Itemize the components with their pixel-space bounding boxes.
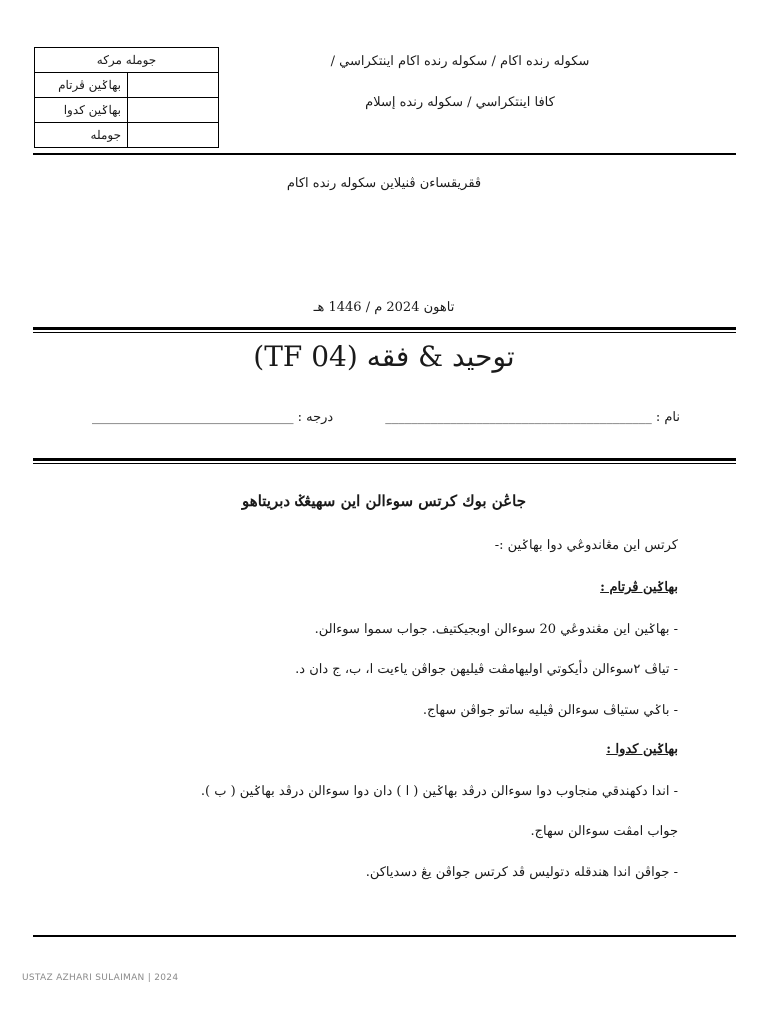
marks-row-value[interactable]: [128, 98, 219, 123]
title-divider-top-thin: [33, 332, 736, 333]
school-header-line1: سكوله رنده اكام / سكوله رنده اكام اينتكراسي /: [330, 54, 590, 69]
school-header-line2: كافا اينتكراسي / سكوله رنده إسلام: [365, 95, 555, 110]
part1-line: - تياڤ ٢سوءالن دأيکوتي اوليهامڤت ڤيليهن جواڤن ياءيت ا، ب، ج دان د.: [295, 662, 678, 677]
part2-line: - اندا دکهندقي منجاوب دوا سوءالن درڤد بهاݢين ( ا ) دان دوا سوءالن درڤد بهاݢين ( ب ).: [200, 784, 678, 799]
table-row: [35, 98, 219, 123]
part1-line: - بهاݢين این مڠندوڠي 20 سوءالن اوبجيكتيف. جواب سموا سوءالن.: [314, 622, 678, 637]
table-row: [35, 73, 219, 98]
fields-divider: [33, 458, 736, 461]
marks-row-value[interactable]: [128, 73, 219, 98]
marks-row-label: بهاݢين ڤرتام: [35, 73, 128, 98]
part2-title: بهاݢين كدوا :: [606, 742, 678, 757]
name-label: نام :: [655, 410, 680, 425]
title-divider-top: [33, 327, 736, 330]
name-field: [385, 410, 680, 425]
subject-title: توحيد & فقه (TF 04): [253, 340, 515, 373]
grade-input[interactable]: _______________________________: [92, 410, 294, 425]
bottom-divider: [33, 935, 736, 937]
part2-line: جواب امڤت سوءالن سهاج.: [530, 824, 678, 839]
instructions-intro: کرتس این مڠاندوڠي دوا بهاݢين :-: [494, 538, 678, 553]
exam-name: ڤقريقساءن ڤنيلاين سكوله رنده اكام: [286, 176, 482, 191]
fields-divider-thin: [33, 463, 736, 464]
instructions-heading: جاڠن بوك کرتس سوءالن این سهيڠݢ دبريتاهو: [242, 492, 526, 510]
exam-year: تاهون 2024 م / 1446 هـ: [313, 300, 455, 315]
part1-line: - باݢي ستياڤ سوءالن ڤيليه ساتو جواڤن سهاج.: [422, 703, 678, 718]
part2-line: - جواڤن اندا هندقله دتوليس ڤد کرتس جواڤن يڠ دسدياکن.: [365, 865, 678, 880]
marks-row-value[interactable]: [128, 123, 219, 148]
grade-label: درجه :: [297, 410, 334, 425]
name-input[interactable]: _________________________________________: [385, 410, 652, 425]
footer-credit: USTAZ AZHARI SULAIMAN | 2024: [22, 973, 179, 983]
marks-table-header: جوملە مركه: [35, 48, 219, 73]
table-row: [35, 123, 219, 148]
marks-row-label: بهاݢين كدوا: [35, 98, 128, 123]
grade-field: [92, 410, 333, 425]
header-divider: [33, 153, 736, 155]
marks-table: [34, 47, 219, 148]
marks-row-label: جوملە: [35, 123, 128, 148]
part1-title: بهاݢين ڤرتام :: [600, 580, 678, 595]
